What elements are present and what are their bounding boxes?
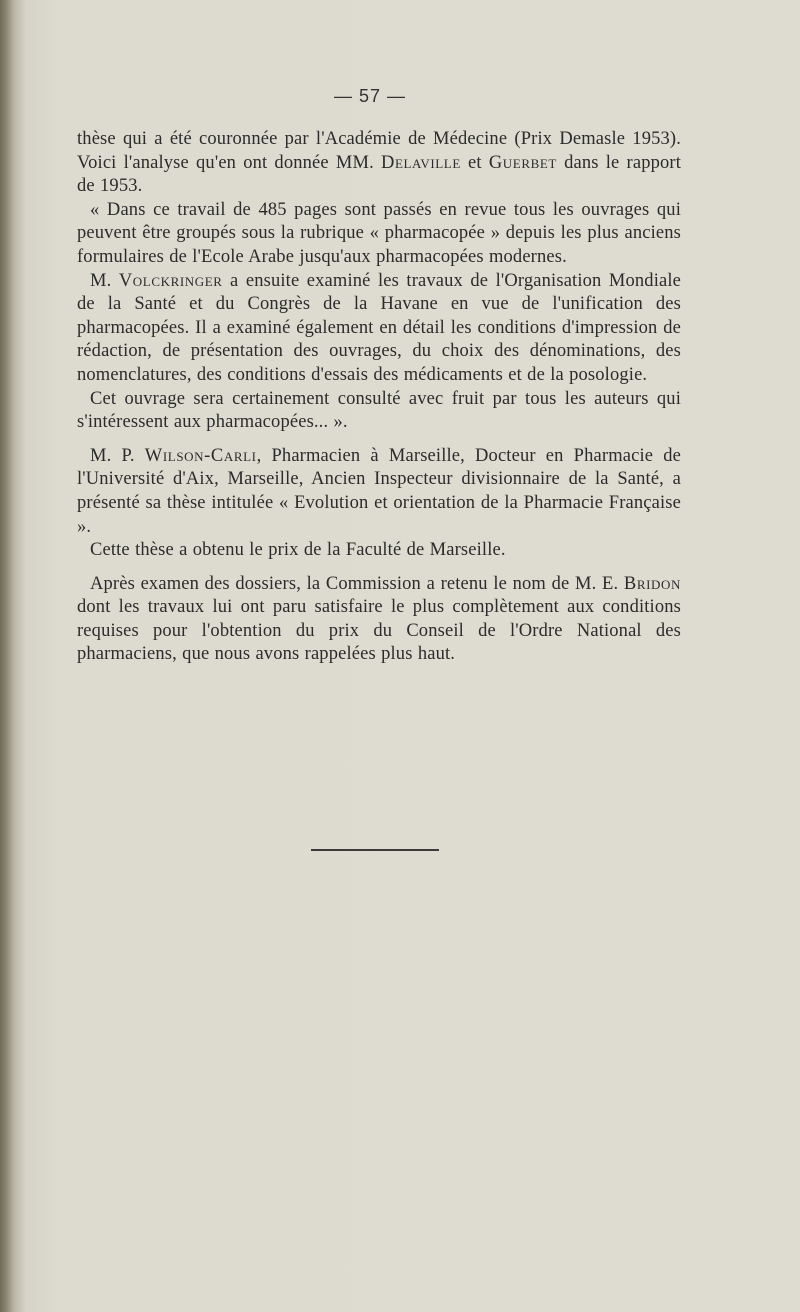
paragraph-thesis-award [77, 128, 681, 199]
author-name-volckringer: Volckringer [118, 270, 223, 291]
text-run: thèse qui a été couronnée par l'Académie de Médecine (Prix Demasle 1953). Voici l'analyse qu'en ont donnée MM. [77, 129, 681, 173]
author-name-wilson-carli: Wilson-Carli [144, 445, 257, 466]
text-run: a ensuite examiné les travaux de l'Organisation Mondiale de la Santé et du Congrès de la Havane en vue de l'unification des pharmacopées. Il a examiné également en détail les conditions d'impression de rédaction, de présentation des ouvrages, du choix des dénominations, des nomenclatures, des conditions d'essais des médicaments et de la posologie. [77, 270, 681, 385]
author-name-delaville: Delaville [381, 152, 461, 173]
author-name-bridon: Bridon [623, 573, 681, 594]
paragraph-wilson-carli [77, 445, 681, 539]
paragraph-volckringer [77, 270, 681, 388]
body-text [77, 128, 681, 667]
end-rule [311, 849, 439, 851]
paragraph-faculty-prize: Cette thèse a obtenu le prix de la Faculté de Marseille. [90, 540, 506, 561]
text-run: M. P. [90, 445, 145, 466]
text-run: M. [90, 270, 119, 291]
page-number: — 57 — [333, 86, 407, 106]
text-run: Après examen des dossiers, la Commission a retenu le nom de M. E. [90, 573, 624, 594]
text-run: dont les travaux lui ont paru satisfaire le plus complètement aux conditions requises pour l'obtention du prix du Conseil de l'Ordre National des pharmaciens, que nous avons rappelées plus haut. [77, 597, 681, 665]
author-name-guerbet: Guerbet [488, 152, 557, 173]
paragraph-commission-decision [77, 573, 681, 667]
paragraph-quote-start: « Dans ce travail de 485 pages sont passés en revue tous les ouvrages qui peuvent être groupés sous la rubrique « pharmacopée » depuis les plus anciens formulaires de l'Ecole Arabe jusqu'aux pharmacopées modernes. [77, 199, 681, 267]
paragraph-quote-end: Cet ouvrage sera certainement consulté avec fruit par tous les auteurs qui s'intéressent aux pharmacopées... ». [77, 388, 681, 433]
text-run: et [460, 152, 489, 173]
text-run: dans le rapport de 1953. [77, 152, 681, 197]
text-run: , Pharmacien à Marseille, Docteur en Pharmacie de l'Université d'Aix, Marseille, Ancien Inspecteur divisionnaire de la Santé, a présenté sa thèse intitulée « Evolution et orientation de la Pharmacie Française ». [77, 445, 681, 537]
